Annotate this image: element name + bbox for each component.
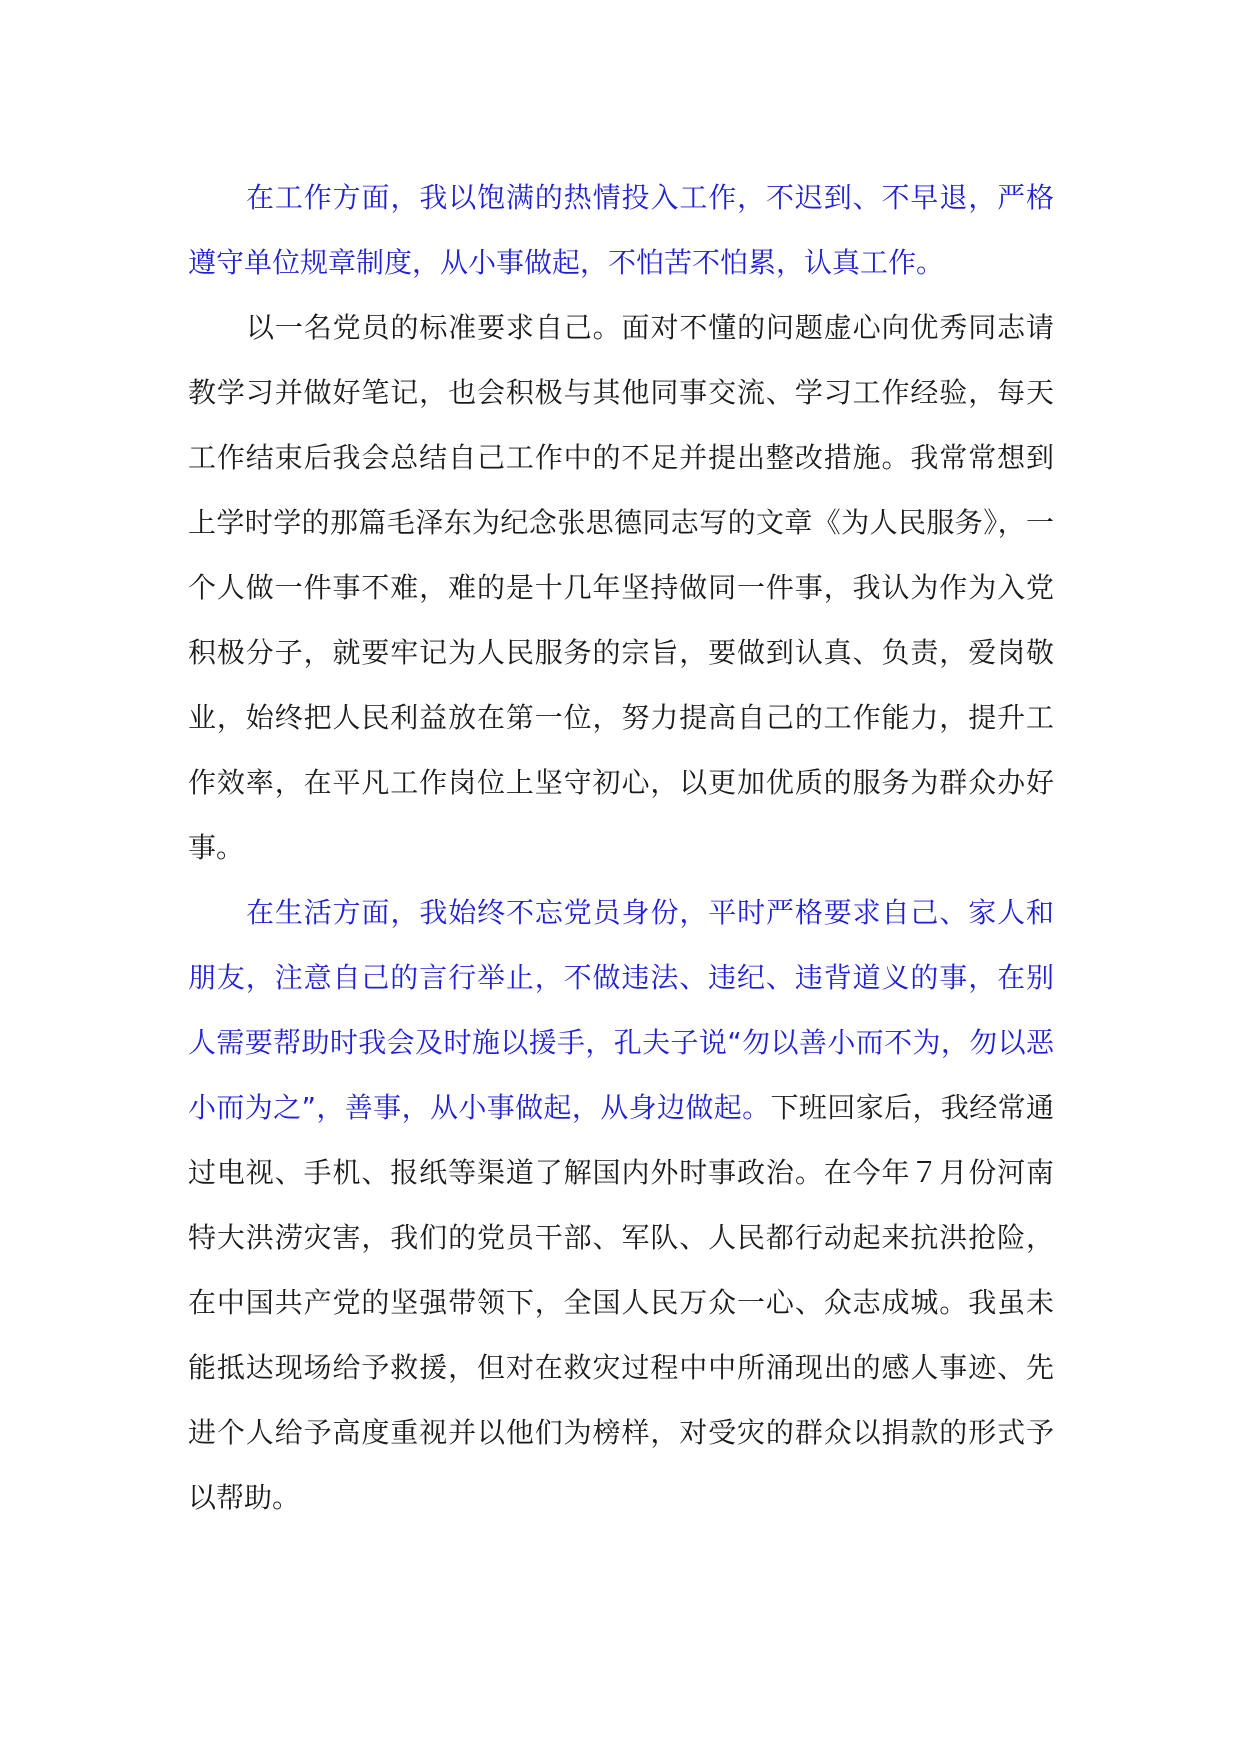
paragraph-party-member-standard-text: 以一名党员的标准要求自己。面对不懂的问题虚心向优秀同志请教学习并做好笔记，也会积极与其他同事交流、学习工作经验，每天工作结束后我会总结自己工作中的不足并提出整改措施。我常常想到上学时学的那篇毛泽东为纪念张思德同志写的文章《为人民服务》，一个人做一件事不难，难的是十几年坚持做同一件事，我认为作为入党积极分子，就要牢记为人民服务的宗旨，要做到认真、负责，爱岗敬业，始终把人民利益放在第一位，努力提高自己的工作能力，提升工作效率，在平凡工作岗位上坚守初心，以更加优质的服务为群众办好事。 xyxy=(188,311,1054,864)
document-page xyxy=(188,165,1054,1530)
paragraph-party-member-standard xyxy=(188,295,1054,880)
paragraph-life xyxy=(188,880,1054,1530)
paragraph-life-text: 下班回家后，我经常通过电视、手机、报纸等渠道了解国内外时事政治。在今年７月份河南特大洪涝灾害，我们的党员干部、军队、人民都行动起来抗洪抢险，在中国共产党的坚强带领下，全国人民万众一心、众志成城。我虽未能抵达现场给予救援，但对在救灾过程中中所涌现出的感人事迹、先进个人给予高度重视并以他们为榜样，对受灾的群众以捐款的形式予以帮助。 xyxy=(188,1091,1054,1514)
paragraph-work-text: 在工作方面，我以饱满的热情投入工作，不迟到、不早退，严格遵守单位规章制度，从小事做起，不怕苦不怕累，认真工作。 xyxy=(188,181,1054,279)
paragraph-work xyxy=(188,165,1054,295)
paragraph-life-highlight-text: 在生活方面，我始终不忘党员身份，平时严格要求自己、家人和朋友，注意自己的言行举止，不做违法、违纪、违背道义的事，在别人需要帮助时我会及时施以援手，孔夫子说“勿以善小而不为，勿以恶小而为之”，善事，从小事做起，从身边做起。 xyxy=(188,896,1054,1124)
